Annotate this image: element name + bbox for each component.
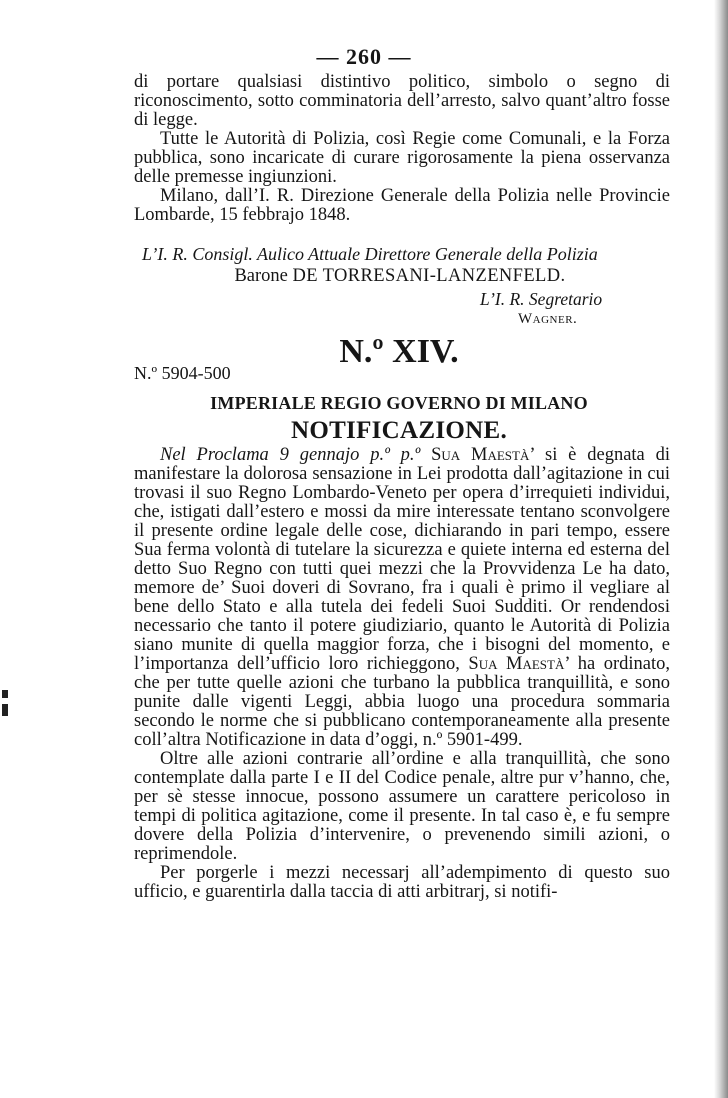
government-heading: IMPERIALE REGIO GOVERNO DI MILANO xyxy=(210,393,588,413)
majesty-reference: Sua Maestà xyxy=(431,445,530,465)
majesty-reference-2: Sua Maestà xyxy=(468,654,565,674)
page-number: — 260 — xyxy=(316,44,412,69)
signature-name xyxy=(0,266,728,287)
body-paragraph-1 xyxy=(134,446,670,750)
body-paragraph-3: Per porgerle i mezzi necessarj all’adempimento di questo suo ufficio, e guarentirla dalla taccia di atti arbitrarj, si notifi- xyxy=(134,863,670,902)
signature-name-prefix: Barone xyxy=(234,266,288,286)
paragraph-authorities: Tutte le Autorità di Polizia, così Regie come Comunali, e la Forza pubblica, sono incaricate di curare rigorosamente la piena osservanza delle premesse ingiunzioni. xyxy=(134,129,670,187)
signature-title: L’I. R. Consigl. Aulico Attuale Direttore Generale della Polizia xyxy=(142,244,598,264)
secretary-name: Wagner. xyxy=(518,311,578,327)
body-paragraph-1-text-b: ’ ha ordinato, che per tutte quelle azioni che turbano la pubblica tranquillità, e sono punite dalle vigenti Leggi, abbia luogo una procedura sommaria secondo le norme che si pubblicano contemporaneamente alla presente coll’altra Notificazione in data d’oggi, n.º 5901-499. xyxy=(134,654,671,750)
scan-page-edge xyxy=(714,0,728,1098)
protocol-number: N.º 5904-500 xyxy=(134,363,231,383)
paragraph-date-place: Milano, dall’I. R. Direzione Generale della Polizia nelle Provincie Lombarde, 15 febbrajo 1848. xyxy=(134,186,670,225)
body-paragraph-1-text-a: ’ si è degnata di manifestare la dolorosa sensazione in Lei prodotta dall’agitazione in cui trovasi il suo Regno Lombardo-Veneto per opera d’irrequieti individui, che, istigati dall’estero e mossi da mire interessate tentano sconvolgere il presente ordine legale delle cose, dichiarando in pari tempo, essere Sua ferma volontà di tutelare la sicurezza e quiete interna ed esterna del detto Suo Regno con tutti quei mezzi che la Provvidenza Le ha dato, memore de’ Suoi doveri di Sovrano, fra i quali è primo il vegliare al bene dello Stato e alla tutela dei fedeli Suoi Sudditi. Or rendendosi necessario che tanto il potere giudiziario, quanto le Autorità di Polizia siano munite di quella maggior forza, che i bisogni del momento, e l’importanza dell’ufficio loro richieggono, xyxy=(134,445,670,674)
body-paragraph-2: Oltre alle azioni contrarie all’ordine e alla tranquillità, che sono contemplate dalla parte I e II del Codice penale, altre pur v’hanno, che, per sè stesse innocue, possono assumere un carattere pericoloso in tempi di politica agitazione, come il presente. In tal caso è, e fu sempre dovere della Polizia d’intervenire, o prevenendo simili azioni, o reprimendole. xyxy=(134,749,670,864)
binding-marks xyxy=(0,690,10,730)
paragraph-continuation: di portare qualsiasi distintivo politico, simbolo o segno di riconoscimento, sotto comminatoria dell’arresto, salvo quant’altro fosse di legge. xyxy=(134,72,670,130)
notification-body xyxy=(134,446,670,902)
signature-name-main: DE TORRESANI-LANZENFELD. xyxy=(292,266,566,286)
decree-number: N.º XIV. xyxy=(339,333,459,370)
proclama-reference: Nel Proclama 9 gennajo p.º p.º xyxy=(160,445,421,465)
secretary-title: L’I. R. Segretario xyxy=(480,289,603,309)
top-text-block xyxy=(134,73,670,225)
notification-heading: NOTIFICAZIONE. xyxy=(290,417,508,444)
